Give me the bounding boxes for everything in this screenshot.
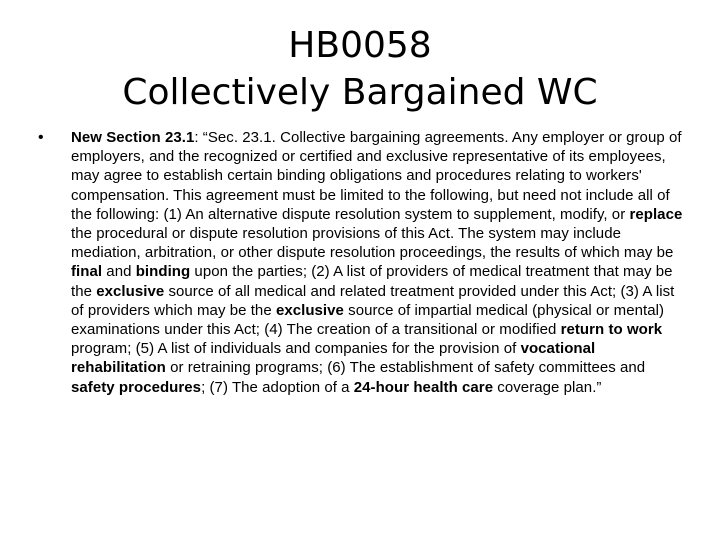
text-segment: or retraining programs; (6) The establishment of safety committees and bbox=[165, 359, 646, 377]
bold-text-segment: exclusive bbox=[96, 282, 165, 300]
text-segment: and bbox=[102, 263, 136, 281]
bold-text-segment: binding bbox=[135, 263, 191, 281]
text-segment: source of impartial medical (physical or mental) examinations under this Act; (4) The creation of a transitional or modified bbox=[71, 301, 665, 339]
bold-text-segment: 24-hour health care bbox=[353, 378, 494, 396]
title-line-1: HB0058 bbox=[288, 25, 432, 66]
bold-text-segment: New Section 23.1 bbox=[71, 129, 195, 146]
bold-text-segment: replace bbox=[629, 205, 683, 223]
bold-text-segment: return to work bbox=[560, 321, 663, 339]
title-line-2: Collectively Bargained WC bbox=[122, 72, 598, 113]
text-segment: ; (7) The adoption of a bbox=[201, 378, 354, 396]
text-segment: upon the parties; (2) A list of providers of medical treatment that may be the bbox=[71, 263, 673, 300]
text-segment: source of all medical and related treatment provided under this Act; (3) A list of providers which may be the bbox=[71, 282, 675, 319]
text-segment: program; (5) A list of individuals and companies for the provision of bbox=[71, 340, 521, 358]
bold-text-segment: vocational rehabilitation bbox=[71, 340, 596, 377]
slide-title bbox=[60, 22, 660, 116]
bold-text-segment: safety procedures bbox=[71, 378, 202, 396]
bold-text-segment: final bbox=[71, 263, 103, 281]
text-segment: the procedural or dispute resolution provisions of this Act. The system may include mediation, arbitration, or other dispute resolution proceedings, the results of which may be bbox=[71, 225, 674, 262]
bold-text-segment: exclusive bbox=[275, 301, 344, 319]
text-segment: coverage plan.” bbox=[493, 378, 602, 396]
bullet-body-text bbox=[71, 128, 688, 397]
bullet-icon: • bbox=[38, 129, 44, 146]
text-segment: : “Sec. 23.1. Collective bargaining agreements. Any employer or group of employers, and the recognized or certified and exclusive representative of its employees, may agree to establish certain binding obligations and procedures relating to workers' compensation. This agreement must be limited to the following, but need not include all of the following: (1) An alternative dispute resolution system to supplement, modify, or bbox=[71, 129, 682, 223]
